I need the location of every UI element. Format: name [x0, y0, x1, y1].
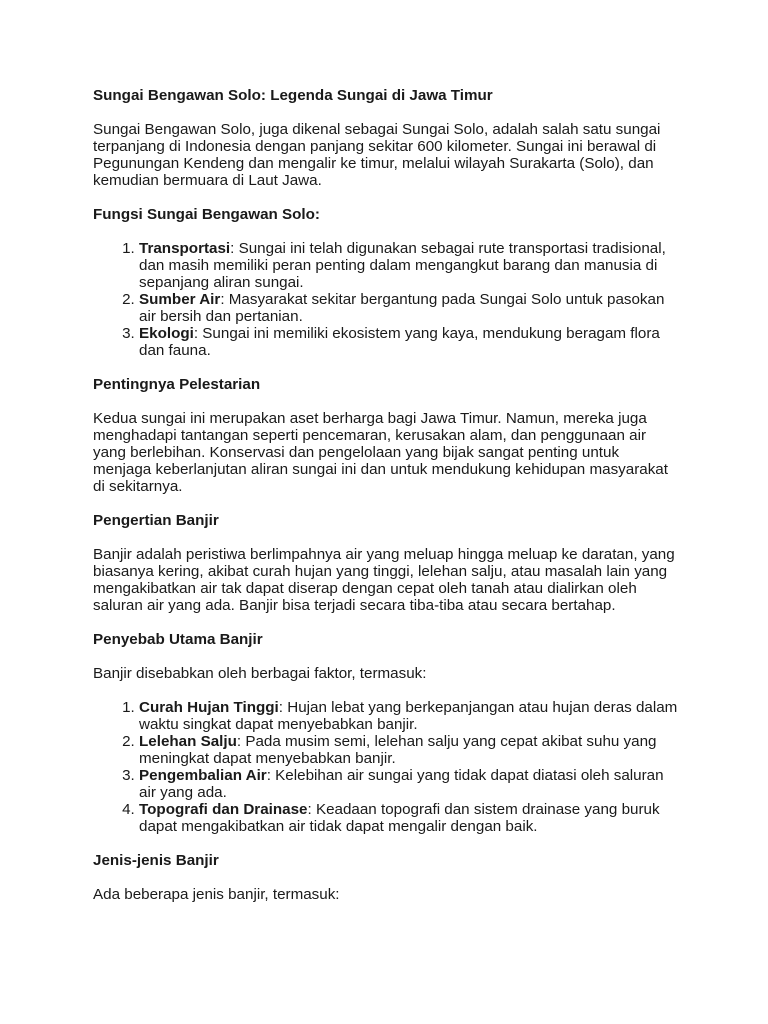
- list-item-term: Pengembalian Air: [139, 767, 267, 784]
- fungsi-heading: Fungsi Sungai Bengawan Solo:: [93, 206, 320, 223]
- document-title: Sungai Bengawan Solo: Legenda Sungai di Jawa Timur: [93, 87, 493, 104]
- list-item-term: Sumber Air: [139, 291, 221, 308]
- list-item-text: : Sungai ini telah digunakan sebagai rute transportasi tradisional, dan masih memiliki peran penting dalam mengangkut barang dan manusia di sepanjang aliran sungai.: [139, 240, 666, 291]
- list-item-term: Curah Hujan Tinggi: [139, 699, 279, 716]
- list-item-term: Lelehan Salju: [139, 733, 237, 750]
- penyebab-intro: Banjir disebabkan oleh berbagai faktor, termasuk:: [93, 665, 427, 682]
- jenis-heading: Jenis-jenis Banjir: [93, 852, 219, 869]
- jenis-intro: Ada beberapa jenis banjir, termasuk:: [93, 886, 340, 903]
- pelestarian-paragraph: Kedua sungai ini merupakan aset berharga bagi Jawa Timur. Namun, mereka juga menghadapi tantangan seperti pencemaran, kerusakan alam, dan penggunaan air yang berlebihan. Konservasi dan pengelolaan yang bijak sangat penting untuk menjaga keberlanjutan aliran sungai ini dan untuk mendukung kehidupan masyarakat di sekitarnya.: [93, 410, 668, 495]
- list-item-text: : Masyarakat sekitar bergantung pada Sungai Solo untuk pasokan air bersih dan pertanian.: [139, 291, 665, 325]
- list-item-text: : Keadaan topografi dan sistem drainase yang buruk dapat mengakibatkan air tidak dapat mengalir dengan baik.: [139, 801, 660, 835]
- banjir-heading: Pengertian Banjir: [93, 512, 219, 529]
- list-item-text: : Kelebihan air sungai yang tidak dapat diatasi oleh saluran air yang ada.: [139, 767, 664, 801]
- document-page: [93, 87, 681, 903]
- list-item-term: Ekologi: [139, 325, 194, 342]
- list-item: [139, 801, 681, 835]
- list-item: [139, 733, 681, 767]
- intro-paragraph: Sungai Bengawan Solo, juga dikenal sebagai Sungai Solo, adalah salah satu sungai terpanjang di Indonesia dengan panjang sekitar 600 kilometer. Sungai ini berawal di Pegunungan Kendeng dan mengalir ke timur, melalui wilayah Surakarta (Solo), dan kemudian bermuara di Laut Jawa.: [93, 121, 661, 189]
- penyebab-heading: Penyebab Utama Banjir: [93, 631, 263, 648]
- pelestarian-heading: Pentingnya Pelestarian: [93, 376, 261, 393]
- list-item-term: Transportasi: [139, 240, 231, 257]
- banjir-paragraph: Banjir adalah peristiwa berlimpahnya air yang meluap hingga meluap ke daratan, yang biasanya kering, akibat curah hujan yang tinggi, lelehan salju, atau masalah lain yang mengakibatkan air tak dapat diserap dengan cepat oleh tanah atau dialirkan oleh saluran air yang ada. Banjir bisa terjadi secara tiba-tiba atau secara bertahap.: [93, 546, 675, 614]
- list-item: [139, 240, 681, 291]
- list-item-text: : Sungai ini memiliki ekosistem yang kaya, mendukung beragam flora dan fauna.: [139, 325, 660, 359]
- list-item: [139, 325, 681, 359]
- list-item: [139, 767, 681, 801]
- list-item: [139, 291, 681, 325]
- list-item-term: Topografi dan Drainase: [139, 801, 308, 818]
- fungsi-list: [93, 240, 681, 359]
- list-item-text: : Hujan lebat yang berkepanjangan atau hujan deras dalam waktu singkat dapat menyebabkan banjir.: [139, 699, 678, 733]
- list-item: [139, 699, 681, 733]
- penyebab-list: [93, 699, 681, 835]
- list-item-text: : Pada musim semi, lelehan salju yang cepat akibat suhu yang meningkat dapat menyebabkan banjir.: [139, 733, 657, 767]
